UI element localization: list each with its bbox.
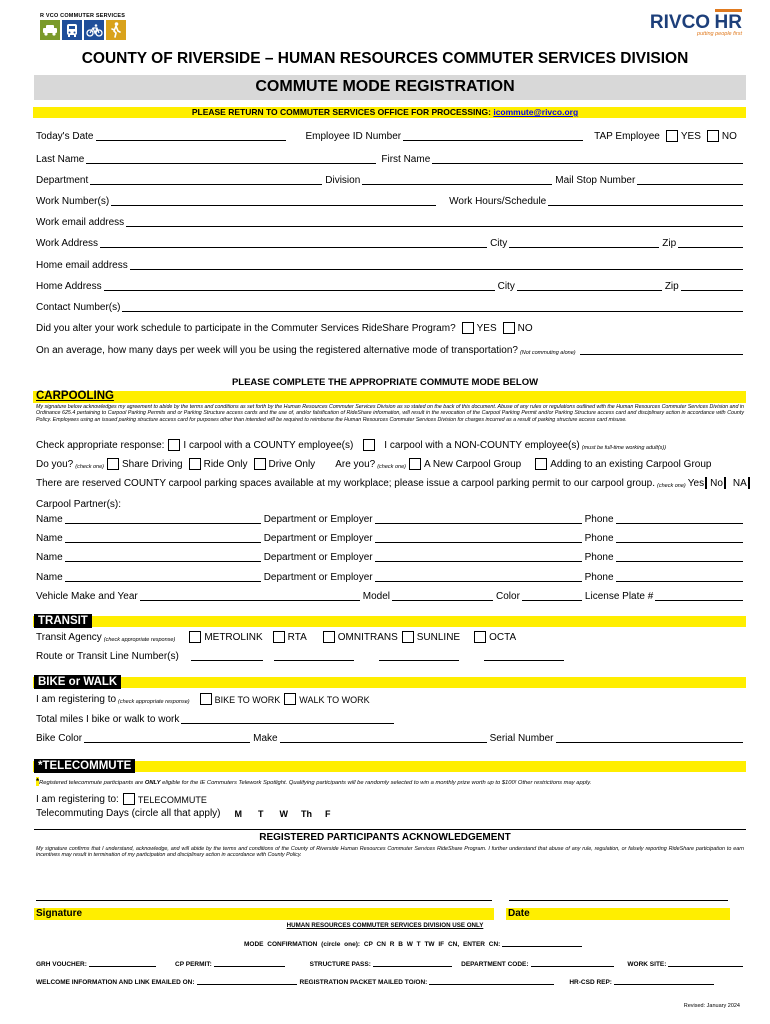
carpool-partners-label: Carpool Partner(s): bbox=[36, 499, 122, 510]
work-city-field[interactable] bbox=[509, 237, 659, 248]
work-city-label: City bbox=[490, 238, 508, 249]
partner-row bbox=[36, 532, 746, 544]
days-note: (Not commuting alone) bbox=[519, 350, 576, 356]
row-days-per-week bbox=[36, 344, 746, 356]
reserved-check-one: (check one) bbox=[657, 483, 686, 489]
work-site-field[interactable] bbox=[668, 958, 743, 967]
telecommute-label: TELECOMMUTE bbox=[137, 795, 207, 805]
telecommute-checkbox[interactable] bbox=[123, 793, 135, 805]
bike-color-label: Bike Color bbox=[36, 733, 83, 744]
department-label: Department bbox=[36, 175, 89, 186]
employee-id-label: Employee ID Number bbox=[305, 131, 402, 142]
reserved-no-label: No bbox=[710, 478, 723, 489]
new-group-checkbox[interactable] bbox=[409, 458, 421, 470]
transit-heading: TRANSIT bbox=[34, 614, 92, 628]
first-name-label: First Name bbox=[381, 154, 431, 165]
partner-phone-field[interactable] bbox=[616, 513, 743, 524]
alter-yes-checkbox[interactable] bbox=[462, 322, 474, 334]
model-field[interactable] bbox=[392, 590, 493, 601]
partner-name-label: Name bbox=[36, 533, 63, 544]
bike-make-field[interactable] bbox=[280, 732, 487, 743]
reserved-yes-label: Yes bbox=[687, 478, 705, 489]
office-row-2 bbox=[36, 976, 746, 986]
vehicle-label: Vehicle Make and Year bbox=[36, 591, 138, 602]
noncounty-employee-label: I carpool with a NON-COUNTY employee(s) bbox=[384, 440, 580, 451]
bike-bar bbox=[33, 677, 746, 688]
route-field-3[interactable] bbox=[379, 650, 459, 661]
office-row-1 bbox=[36, 958, 746, 968]
reserved-parking-question: There are reserved COUNTY carpool parking spaces available at my workplace; please issue a carpool parking permit to our carpool group. bbox=[36, 478, 656, 489]
rivco-logo-text: RIVCO bbox=[649, 12, 711, 33]
days-question: On an average, how many days per week will you be using the registered alternative mode of transportation? bbox=[36, 345, 518, 356]
row-work-address bbox=[36, 237, 746, 249]
partner-dept-field[interactable] bbox=[375, 571, 582, 582]
welcome-label: WELCOME INFORMATION AND LINK EMAILED ON: bbox=[36, 979, 195, 986]
partner-phone-field[interactable] bbox=[616, 551, 743, 562]
row-vehicle bbox=[36, 590, 746, 602]
work-zip-field[interactable] bbox=[678, 237, 743, 248]
partner-name-field[interactable] bbox=[65, 571, 261, 582]
partner-dept-field[interactable] bbox=[375, 513, 582, 524]
telecommute-heading: *TELECOMMUTE bbox=[34, 759, 135, 773]
work-address-label: Work Address bbox=[36, 238, 99, 249]
hr-csd-rep-field[interactable] bbox=[614, 976, 714, 985]
grh-voucher-label: GRH VOUCHER: bbox=[36, 961, 87, 968]
department-field[interactable] bbox=[90, 174, 322, 185]
row-date-id-tap bbox=[36, 130, 746, 142]
row-alter-schedule bbox=[36, 322, 746, 334]
day-thursday[interactable]: Th bbox=[301, 809, 313, 819]
partner-dept-field[interactable] bbox=[375, 532, 582, 543]
telecommute-note-part-a: Registered telecommute participants are bbox=[39, 780, 145, 786]
row-transit-agency bbox=[36, 631, 746, 643]
metrolink-checkbox[interactable] bbox=[189, 631, 201, 643]
reserved-no-checkbox[interactable] bbox=[724, 477, 726, 489]
rivco-hr-logo bbox=[646, 12, 742, 46]
mode-confirmation-row bbox=[244, 938, 585, 948]
tap-yes-label: YES bbox=[680, 131, 701, 142]
existing-group-checkbox[interactable] bbox=[535, 458, 547, 470]
route-field-2[interactable] bbox=[274, 650, 354, 661]
omnitrans-checkbox[interactable] bbox=[323, 631, 335, 643]
row-carpool-partners bbox=[36, 499, 746, 510]
alter-schedule-question: Did you alter your work schedule to participate in the Commuter Services RideShare Program? bbox=[36, 323, 456, 334]
serial-number-field[interactable] bbox=[556, 732, 743, 743]
do-you-label: Do you? bbox=[36, 459, 74, 470]
partner-dept-label: Department or Employer bbox=[263, 552, 373, 563]
bike-to-work-checkbox[interactable] bbox=[200, 693, 212, 705]
signature-label-bar bbox=[34, 908, 494, 920]
packet-label: REGISTRATION PACKET MAILED TO/ON: bbox=[299, 979, 428, 986]
metrolink-label: METROLINK bbox=[204, 632, 263, 643]
dept-code-field[interactable] bbox=[531, 958, 615, 967]
row-work-email bbox=[36, 216, 746, 228]
row-bike-details bbox=[36, 732, 746, 744]
transit-check-appropriate: (check appropriate response) bbox=[103, 637, 176, 643]
row-do-you bbox=[36, 458, 746, 470]
partner-name-label: Name bbox=[36, 572, 63, 583]
color-label: Color bbox=[496, 591, 520, 602]
tap-yes-checkbox[interactable] bbox=[666, 130, 678, 142]
license-label: License Plate # bbox=[584, 591, 654, 602]
day-monday[interactable]: M bbox=[234, 809, 243, 819]
must-be-adult-note: (must be full-time working adult(s)) bbox=[581, 445, 667, 451]
home-email-label: Home email address bbox=[36, 260, 128, 271]
partner-dept-label: Department or Employer bbox=[263, 572, 373, 583]
alter-no-checkbox[interactable] bbox=[503, 322, 515, 334]
dept-code-label: DEPARTMENT CODE: bbox=[461, 961, 529, 968]
work-hours-label: Work Hours/Schedule bbox=[449, 196, 547, 207]
drive-only-label: Drive Only bbox=[268, 459, 316, 470]
welcome-field[interactable] bbox=[197, 976, 297, 985]
ride-only-label: Ride Only bbox=[203, 459, 248, 470]
work-email-field[interactable] bbox=[126, 216, 743, 227]
walking-person-icon bbox=[106, 20, 126, 40]
last-name-field[interactable] bbox=[86, 153, 376, 164]
home-zip-field[interactable] bbox=[681, 280, 743, 291]
octa-label: OCTA bbox=[489, 632, 517, 643]
division-label: Division bbox=[325, 175, 361, 186]
carpooling-disclaimer: My signature below acknowledges my agreement to abide by the terms and conditions as set forth by the Human Resources Commuter Services Division as so stated on the back of this document. Abuse of any rules or regulations outlined with the Human Resources Commuter Services Division and in Ordinance 625.4 pertaining to Carpool Parking Permits and or Parking Structure access cards and the use of, and/or falsification of RideShare information, will result in the revocation of the Carpool Parking Permit and/or Parking Structure access card and disciplinary action in accordance with County Policy. Employees using an issued parking structure access card for purposes other than intended will be required to reimburse the Human Resources Commuter Services Division for charges incurred as a result of parking structure access card misuse. bbox=[36, 404, 744, 423]
tap-employee-label: TAP Employee bbox=[594, 131, 660, 142]
row-total-miles bbox=[36, 713, 746, 725]
row-reserved-parking bbox=[36, 477, 746, 489]
day-tuesday[interactable]: T bbox=[258, 809, 264, 819]
home-email-field[interactable] bbox=[130, 259, 743, 270]
color-field[interactable] bbox=[522, 590, 582, 601]
cn-field[interactable] bbox=[502, 938, 582, 947]
home-city-field[interactable] bbox=[517, 280, 662, 291]
rta-checkbox[interactable] bbox=[273, 631, 285, 643]
signature-label: Signature bbox=[36, 908, 83, 919]
bike-walk-heading: BIKE or WALK bbox=[34, 675, 121, 689]
partner-name-label: Name bbox=[36, 552, 63, 563]
partner-phone-field[interactable] bbox=[616, 571, 743, 582]
structure-pass-field[interactable] bbox=[373, 958, 452, 967]
walk-to-work-checkbox[interactable] bbox=[284, 693, 296, 705]
row-bike-register bbox=[36, 693, 746, 705]
cp-permit-label: CP PERMIT: bbox=[175, 961, 212, 968]
partner-phone-label: Phone bbox=[584, 552, 614, 563]
partner-phone-field[interactable] bbox=[616, 532, 743, 543]
total-miles-label: Total miles I bike or walk to work bbox=[36, 714, 180, 725]
home-zip-label: Zip bbox=[664, 281, 679, 292]
sunline-checkbox[interactable] bbox=[402, 631, 414, 643]
work-numbers-label: Work Number(s) bbox=[36, 196, 110, 207]
octa-checkbox[interactable] bbox=[474, 631, 486, 643]
partner-name-field[interactable] bbox=[65, 551, 261, 562]
do-you-check-one: (check one) bbox=[75, 464, 104, 470]
return-email-link[interactable]: icommute@rivco.org bbox=[493, 107, 579, 117]
ride-only-checkbox[interactable] bbox=[189, 458, 201, 470]
drive-only-checkbox[interactable] bbox=[254, 458, 266, 470]
return-instructions bbox=[0, 107, 770, 117]
telecommute-days-label: Telecommuting Days (circle all that apply) bbox=[36, 808, 221, 819]
mode-confirmation-label: MODE CONFIRMATION (circle one): CP CN R B W T TW IF CN, ENTER CN: bbox=[244, 941, 501, 948]
partner-row bbox=[36, 551, 746, 563]
check-response-label: Check appropriate response: bbox=[36, 440, 165, 451]
todays-date-field[interactable] bbox=[96, 130, 286, 141]
office-use-heading: HUMAN RESOURCES COMMUTER SERVICES DIVISION USE ONLY bbox=[286, 922, 484, 929]
home-city-label: City bbox=[497, 281, 515, 292]
county-employee-label: I carpool with a COUNTY employee(s) bbox=[183, 440, 354, 451]
are-you-check-one: (check one) bbox=[377, 464, 406, 470]
county-employee-checkbox[interactable] bbox=[168, 439, 180, 451]
partner-row bbox=[36, 513, 746, 525]
form-title: COMMUTE MODE REGISTRATION bbox=[255, 78, 515, 95]
reserved-na-checkbox[interactable] bbox=[748, 477, 750, 489]
rta-label: RTA bbox=[287, 632, 307, 643]
contact-numbers-field[interactable] bbox=[122, 301, 743, 312]
share-driving-label: Share Driving bbox=[122, 459, 183, 470]
date-label: Date bbox=[508, 908, 530, 919]
alter-yes-label: YES bbox=[476, 323, 497, 334]
total-miles-field[interactable] bbox=[181, 713, 394, 724]
contact-numbers-label: Contact Number(s) bbox=[36, 302, 121, 313]
license-field[interactable] bbox=[655, 590, 743, 601]
day-wednesday[interactable]: W bbox=[279, 809, 289, 819]
vehicle-field[interactable] bbox=[140, 590, 360, 601]
serial-number-label: Serial Number bbox=[489, 733, 554, 744]
signature-line[interactable] bbox=[36, 900, 492, 901]
partner-name-field[interactable] bbox=[65, 532, 261, 543]
date-label-bar bbox=[506, 908, 730, 920]
work-hours-field[interactable] bbox=[548, 195, 743, 206]
ack-heading: REGISTERED PARTICIPANTS ACKNOWLEDGEMENT bbox=[259, 832, 511, 843]
work-site-label: WORK SITE: bbox=[627, 961, 667, 968]
bus-icon bbox=[62, 20, 82, 40]
row-route bbox=[36, 650, 746, 662]
row-telecommute-days bbox=[36, 808, 746, 819]
partner-phone-label: Phone bbox=[584, 533, 614, 544]
date-line[interactable] bbox=[509, 900, 728, 901]
structure-pass-label: STRUCTURE PASS: bbox=[309, 961, 371, 968]
car-icon bbox=[40, 20, 60, 40]
tap-no-checkbox[interactable] bbox=[707, 130, 719, 142]
sunline-label: SUNLINE bbox=[416, 632, 461, 643]
route-label: Route or Transit Line Number(s) bbox=[36, 651, 179, 662]
partner-name-field[interactable] bbox=[65, 513, 261, 524]
partner-dept-field[interactable] bbox=[375, 551, 582, 562]
route-field-1[interactable] bbox=[191, 650, 263, 661]
day-friday[interactable]: F bbox=[325, 809, 331, 819]
mail-stop-label: Mail Stop Number bbox=[555, 175, 636, 186]
rivco-hr-text: HR bbox=[715, 9, 742, 33]
logo-caption: R VCO COMMUTER SERVICES bbox=[40, 13, 126, 19]
bike-color-field[interactable] bbox=[84, 732, 250, 743]
division-field[interactable] bbox=[362, 174, 552, 185]
commuter-services-logo bbox=[40, 13, 135, 47]
hr-csd-rep-label: HR-CSD REP: bbox=[569, 979, 612, 986]
omnitrans-label: OMNITRANS bbox=[337, 632, 398, 643]
cp-permit-field[interactable] bbox=[214, 958, 285, 967]
ack-divider bbox=[34, 829, 746, 830]
noncounty-employee-checkbox[interactable] bbox=[363, 439, 375, 451]
partner-name-label: Name bbox=[36, 514, 63, 525]
employee-id-field[interactable] bbox=[403, 130, 583, 141]
route-field-4[interactable] bbox=[484, 650, 564, 661]
packet-field[interactable] bbox=[429, 976, 554, 985]
bicycle-icon bbox=[84, 20, 104, 40]
model-label: Model bbox=[362, 591, 390, 602]
rivco-tagline: putting people first bbox=[697, 31, 742, 37]
share-driving-checkbox[interactable] bbox=[107, 458, 119, 470]
complete-mode-heading: PLEASE COMPLETE THE APPROPRIATE COMMUTE MODE BELOW bbox=[231, 377, 539, 388]
telecommute-note bbox=[36, 777, 744, 786]
row-check-response bbox=[36, 439, 746, 451]
existing-group-label: Adding to an existing Carpool Group bbox=[550, 459, 712, 470]
are-you-label: Are you? bbox=[335, 459, 376, 470]
carpooling-bar bbox=[33, 391, 746, 403]
row-home-address bbox=[36, 280, 746, 292]
bike-registering-label: I am registering to bbox=[36, 694, 117, 705]
row-telecommute-register bbox=[36, 793, 746, 805]
row-home-email bbox=[36, 259, 746, 271]
transit-bar bbox=[33, 616, 746, 627]
telecommute-bar bbox=[33, 761, 746, 772]
days-field[interactable] bbox=[580, 344, 743, 355]
transit-agency-label: Transit Agency bbox=[36, 632, 102, 643]
mail-stop-field[interactable] bbox=[637, 174, 743, 185]
work-numbers-field[interactable] bbox=[111, 195, 436, 206]
carpooling-heading: CARPOOLING bbox=[36, 390, 114, 402]
bike-make-label: Make bbox=[253, 733, 278, 744]
tap-no-label: NO bbox=[721, 131, 737, 142]
telecommute-note-only: ONLY bbox=[144, 780, 161, 786]
work-zip-label: Zip bbox=[662, 238, 677, 249]
last-name-label: Last Name bbox=[36, 154, 85, 165]
reserved-na-label: NA bbox=[732, 478, 747, 489]
revised-date: Revised: January 2024 bbox=[683, 1003, 740, 1009]
row-contact bbox=[36, 301, 746, 313]
partner-row bbox=[36, 571, 746, 583]
home-address-field[interactable] bbox=[104, 280, 495, 291]
partner-phone-label: Phone bbox=[584, 514, 614, 525]
home-address-label: Home Address bbox=[36, 281, 102, 292]
partner-dept-label: Department or Employer bbox=[263, 533, 373, 544]
work-email-label: Work email address bbox=[36, 217, 125, 228]
work-address-field[interactable] bbox=[100, 237, 487, 248]
new-group-label: A New Carpool Group bbox=[423, 459, 522, 470]
telecommute-registering-label: I am registering to: bbox=[36, 794, 119, 805]
row-names bbox=[36, 153, 746, 165]
return-text: PLEASE RETURN TO COMMUTER SERVICES OFFICE FOR PROCESSING: bbox=[191, 107, 491, 117]
partner-phone-label: Phone bbox=[584, 572, 614, 583]
county-title: COUNTY OF RIVERSIDE – HUMAN RESOURCES COMMUTER SERVICES DIVISION bbox=[81, 50, 689, 67]
telecommute-note-part-b: eligible for the IE Commuters Telework Spotlight. Qualifying participants will be randomly selected to win a monthly prize worth up to $100! Other restrictions may apply. bbox=[160, 780, 592, 786]
grh-voucher-field[interactable] bbox=[89, 958, 156, 967]
row-dept bbox=[36, 174, 746, 186]
walk-to-work-label: WALK TO WORK bbox=[299, 695, 370, 705]
partner-dept-label: Department or Employer bbox=[263, 514, 373, 525]
reserved-yes-checkbox[interactable] bbox=[705, 477, 707, 489]
ack-text: My signature confirms that I understand, acknowledge, and will abide by the terms and conditions of the County of Riverside Human Resources Commuter Services RideShare Program. I further understand that abuse of any rule, regulation, or falsely reporting RideShare participation to earn incentives may result in termination of my participation and disciplinary action in accordance with County Policy. bbox=[36, 846, 744, 859]
todays-date-label: Today's Date bbox=[36, 131, 94, 142]
row-work-number bbox=[36, 195, 746, 207]
bike-to-work-label: BIKE TO WORK bbox=[214, 695, 281, 705]
alter-no-label: NO bbox=[517, 323, 533, 334]
telecommute-note-star: * bbox=[36, 777, 40, 786]
bike-check-appropriate: (check appropriate response) bbox=[118, 699, 190, 705]
first-name-field[interactable] bbox=[432, 153, 743, 164]
